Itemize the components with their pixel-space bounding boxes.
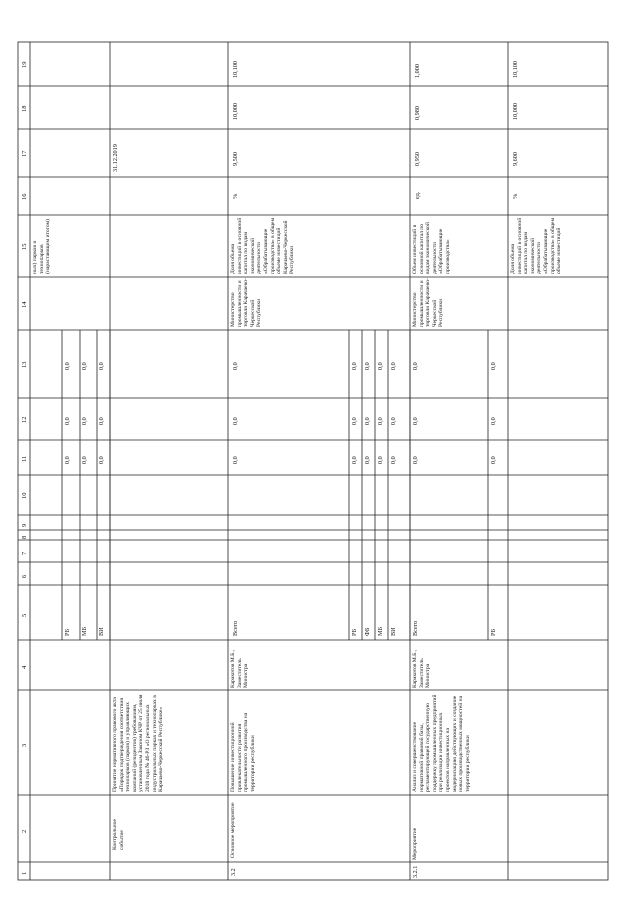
section-c-unit-b: % <box>512 193 519 199</box>
section-a-type: Контрольное событие <box>112 819 125 850</box>
section-c-source-1: РБ <box>490 629 497 636</box>
column-header-16: 16 <box>21 193 28 200</box>
section-a-col11-2: 0,0 <box>98 455 105 464</box>
column-header-1: 1 <box>21 871 28 875</box>
section-c-plan-b-2019: 9,600 <box>512 152 519 166</box>
section-b-col12-3: 0,0 <box>377 417 384 425</box>
column-header-3: 3 <box>21 743 28 747</box>
section-b-col12-0: 0,0 <box>232 417 239 425</box>
section-c-plan-a-2019: 0,950 <box>414 152 421 166</box>
section-c-responsible: Каракотов М.Б., Заместитель Министра <box>412 649 432 688</box>
section-b-number: 3.2 <box>230 868 237 876</box>
section-a-source-2: ВИ <box>98 627 105 636</box>
section-c-plan-b-2020: 10,000 <box>512 102 519 120</box>
section-a-col12-2: 0,0 <box>98 417 105 425</box>
section-b-responsible: Каракотов М.Б., Заместитель Министра <box>230 649 250 688</box>
section-b-plan-2019: 9,500 <box>232 152 239 166</box>
section-a-date: 31.12.2019 <box>112 144 119 172</box>
section-c-description: Анализ и совершенствование нормативной правовой базы, регламентирующей государственную поддержку промышленных предприятий при реализации инвестиционных проектов направленных на модернизацию действующих и создание новых производственных мощностей на территории республики <box>412 694 471 792</box>
section-c-type: Мероприятие <box>412 827 418 860</box>
section-b-col13-2: 0,0 <box>364 362 371 370</box>
section-a-description: Принятие нормативного правового акта «Порядок подтверждения соответствия технопарков (парков) и управляющих компаний (резидентов) требованиям, установленным Законом КЧР от 25 июля 2018 года № 46-РЗ «О региональных индустриальных парках и технопарках в Карачаево-Черкесской Республике» <box>112 694 165 792</box>
section-b-col12-2: 0,0 <box>364 417 371 425</box>
column-header-7: 7 <box>21 551 28 555</box>
section-c-col12-0: 0,0 <box>412 417 419 425</box>
section-b-source-4: ВИ <box>390 627 397 636</box>
section-a-source-1: МБ <box>81 626 88 636</box>
section-c-col11-0: 0,0 <box>412 455 419 464</box>
section-b-source-1: РБ <box>351 629 358 636</box>
section-b-description: Повышение инвестиционной привлекательности развития промышленного производства на территории республики <box>230 712 256 792</box>
column-header-14: 14 <box>21 301 28 308</box>
column-header-8: 8 <box>21 535 28 539</box>
column-header-5: 5 <box>21 613 28 617</box>
section-c-plan-a-2021: 1,000 <box>414 64 421 78</box>
section-a-col11-1: 0,0 <box>81 455 88 464</box>
section-b-col12-1: 0,0 <box>351 417 358 425</box>
section-b-col13-0: 0,0 <box>232 362 239 370</box>
section-c-plan-a-2020: 0,980 <box>414 106 421 120</box>
section-a-col13-2: 0,0 <box>98 362 105 370</box>
section-a-col13-0: 0,0 <box>64 362 71 370</box>
section-b-col11-4: 0,0 <box>390 455 397 464</box>
column-header-11: 11 <box>21 455 28 462</box>
section-a-indicator: ных) парков и технопарков (нарастающим итогом) <box>32 219 52 274</box>
column-header-12: 12 <box>21 416 28 423</box>
table-border <box>18 42 608 880</box>
column-header-15: 15 <box>21 243 28 250</box>
section-b-col13-3: 0,0 <box>377 362 384 370</box>
column-header-18: 18 <box>21 105 28 112</box>
section-b-type: Основное мероприятие <box>230 802 236 858</box>
section-b-source-3: МБ <box>377 626 384 636</box>
section-c-indicator-b: Доля объема инвестиций в основной капитал по видам экономической деятельности «Обрабатывающие производства» в общем объеме инвестиций <box>510 217 563 274</box>
column-header-13: 13 <box>21 361 28 368</box>
section-c-col12-1: 0,0 <box>490 417 497 425</box>
column-header-4: 4 <box>21 665 28 669</box>
section-b-col13-4: 0,0 <box>390 362 397 370</box>
section-c-source-0: Всего <box>412 620 419 636</box>
section-b-col11-1: 0,0 <box>351 455 358 464</box>
column-header-10: 10 <box>21 492 28 499</box>
section-c-col11-1: 0,0 <box>490 455 497 464</box>
section-b-source-0: Всего <box>232 620 239 636</box>
section-b-plan-2021: 10,100 <box>232 60 239 78</box>
column-header-19: 19 <box>21 61 28 68</box>
section-b-col12-4: 0,0 <box>390 417 397 425</box>
section-b-col11-0: 0,0 <box>232 455 239 464</box>
section-a-col11-0: 0,0 <box>64 455 71 464</box>
section-a-col12-0: 0,0 <box>64 417 71 425</box>
section-b-col11-2: 0,0 <box>364 455 371 464</box>
section-c-executor: Министерство промышленности и торговли Карачаево-Черкесской Республики <box>412 278 445 327</box>
column-header-2: 2 <box>21 829 28 833</box>
section-b-indicator: Доля объема инвестиций в основной капитал по видам экономической деятельности «Обрабатывающие производства» в общем объеме инвестиций Карачаево-Черкесской Республики <box>230 217 296 274</box>
section-a-source-0: РБ <box>64 629 71 636</box>
section-c-indicator-a: Объем инвестиций в основной капитал по видам экономической деятельности «Обрабатывающие производства» <box>412 222 451 274</box>
section-c-unit-a: ед. <box>414 191 421 199</box>
column-header-6: 6 <box>21 574 28 578</box>
section-a-col12-1: 0,0 <box>81 417 88 425</box>
section-b-plan-2020: 10,000 <box>232 102 239 120</box>
section-b-source-2: ФБ <box>364 627 371 636</box>
section-c-col13-1: 0,0 <box>490 362 497 370</box>
section-c-number: 3.2.1 <box>412 865 419 878</box>
section-a-col13-1: 0,0 <box>81 362 88 370</box>
section-b-col11-3: 0,0 <box>377 455 384 464</box>
section-b-executor: Министерство промышленности и торговли Карачаево-Черкесской Республики <box>230 278 263 327</box>
section-c-col13-0: 0,0 <box>412 362 419 370</box>
section-c-plan-b-2021: 10,100 <box>512 60 519 78</box>
section-b-col13-1: 0,0 <box>351 362 358 370</box>
column-header-9: 9 <box>21 523 28 527</box>
section-b-unit: % <box>232 193 239 199</box>
column-header-17: 17 <box>21 150 28 157</box>
